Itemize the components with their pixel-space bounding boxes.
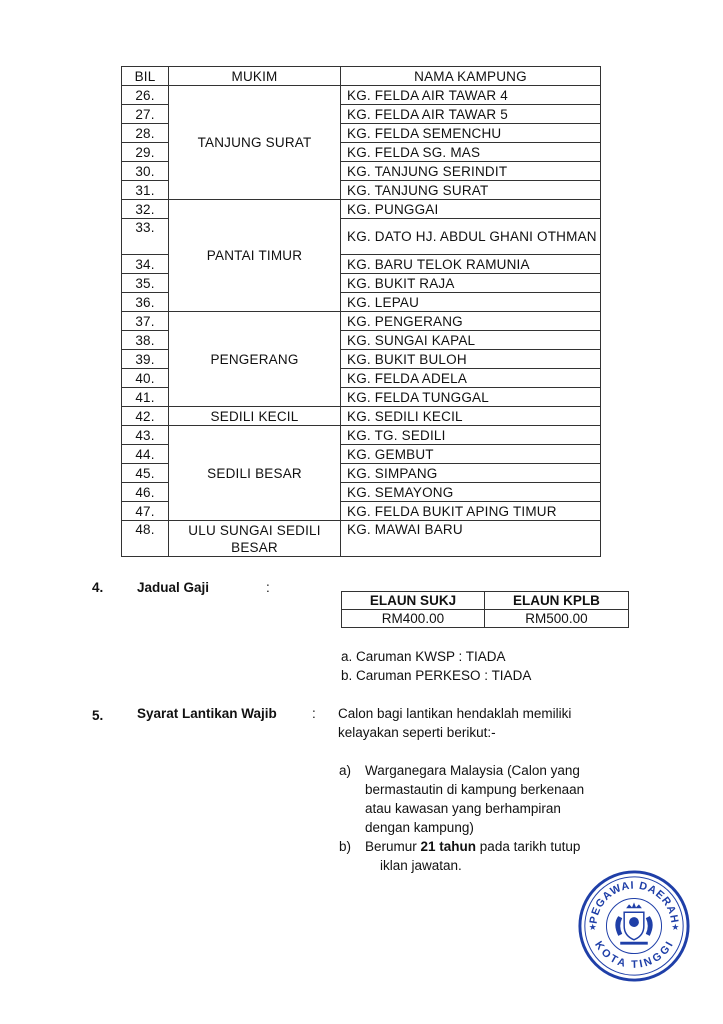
kampung-cell: KG. FELDA AIR TAWAR 5 [341, 105, 601, 124]
section-5-title: Syarat Lantikan Wajib [137, 706, 277, 721]
item-b-age: 21 tahun [420, 839, 477, 854]
bil-cell: 28. [122, 124, 169, 143]
salary-header-sukj: ELAUN SUKJ [342, 592, 485, 610]
item-a-text: Warganegara Malaysia (Calon yang [365, 763, 580, 778]
mukim-cell: PANTAI TIMUR [169, 200, 341, 312]
kampung-cell: KG. LEPAU [341, 293, 601, 312]
salary-value-kplb: RM500.00 [484, 610, 628, 628]
kampung-cell: KG. SEDILI KECIL [341, 407, 601, 426]
section-5-number: 5. [92, 708, 104, 723]
kampung-cell: KG. TG. SEDILI [341, 426, 601, 445]
bil-cell: 26. [122, 86, 169, 105]
item-b-pre: Berumur [365, 839, 421, 854]
section-5-intro: Calon bagi lantikan hendaklah memiliki [338, 706, 572, 721]
kampung-cell: KG. SUNGAI KAPAL [341, 331, 601, 350]
salary-table [341, 591, 629, 628]
kampung-cell: KG. BUKIT RAJA [341, 274, 601, 293]
table-row [122, 426, 601, 445]
kampung-cell: KG. TANJUNG SERINDIT [341, 162, 601, 181]
table-row [122, 521, 601, 557]
kampung-cell: KG. MAWAI BARU [341, 521, 601, 557]
bil-cell: 36. [122, 293, 169, 312]
bil-cell: 43. [122, 426, 169, 445]
table-row [122, 86, 601, 105]
table-row [122, 200, 601, 219]
bil-cell: 46. [122, 483, 169, 502]
kampung-cell: KG. PENGERANG [341, 312, 601, 331]
mukim-cell: TANJUNG SURAT [169, 86, 341, 200]
kampung-cell: KG. BUKIT BULOH [341, 350, 601, 369]
item-a-label: a) [339, 763, 352, 778]
bil-cell: 31. [122, 181, 169, 200]
bil-cell: 44. [122, 445, 169, 464]
kampung-cell: KG. TANJUNG SURAT [341, 181, 601, 200]
item-b-text: iklan jawatan. [380, 858, 462, 873]
bil-cell: 27. [122, 105, 169, 124]
kampung-cell: KG. FELDA ADELA [341, 369, 601, 388]
bil-cell: 34. [122, 255, 169, 274]
kampung-cell: KG. FELDA SEMENCHU [341, 124, 601, 143]
salary-header-kplb: ELAUN KPLB [484, 592, 628, 610]
bil-cell: 42. [122, 407, 169, 426]
item-a-text: dengan kampung) [365, 820, 474, 835]
bil-cell: 39. [122, 350, 169, 369]
stamp-top-text: PEGAWAI DAERAH [587, 879, 681, 925]
star-icon: ★ [671, 921, 680, 932]
item-b-label: b) [339, 839, 352, 854]
kampung-cell: KG. DATO HJ. ABDUL GHANI OTHMAN [341, 219, 601, 255]
section-4-number: 4. [92, 580, 104, 595]
mukim-cell: SEDILI BESAR [169, 426, 341, 521]
section-4-colon: : [266, 580, 270, 595]
bil-cell: 47. [122, 502, 169, 521]
star-icon: ★ [588, 921, 597, 932]
kampung-cell: KG. SEMAYONG [341, 483, 601, 502]
table-row [122, 312, 601, 331]
section-5-colon: : [312, 706, 316, 721]
salary-value-sukj: RM400.00 [342, 610, 485, 628]
bil-cell: 41. [122, 388, 169, 407]
kampung-cell: KG. FELDA SG. MAS [341, 143, 601, 162]
bil-cell: 30. [122, 162, 169, 181]
kampung-cell: KG. GEMBUT [341, 445, 601, 464]
header-mukim: MUKIM [169, 67, 341, 86]
bil-cell: 35. [122, 274, 169, 293]
item-a-text: bermastautin di kampung berkenaan [365, 782, 585, 797]
stamp-bottom-text: KOTA TINGGI [592, 939, 677, 971]
kampung-cell: KG. FELDA TUNGGAL [341, 388, 601, 407]
bil-cell: 37. [122, 312, 169, 331]
bil-cell: 29. [122, 143, 169, 162]
mukim-cell: SEDILI KECIL [169, 407, 341, 426]
mukim-cell: PENGERANG [169, 312, 341, 407]
kampung-cell: KG. FELDA BUKIT APING TIMUR [341, 502, 601, 521]
kampung-cell: KG. BARU TELOK RAMUNIA [341, 255, 601, 274]
bil-cell: 32. [122, 200, 169, 219]
crest-icon [615, 902, 652, 944]
note-kwsp: a. Caruman KWSP : TIADA [341, 649, 506, 664]
official-stamp [575, 867, 693, 985]
item-a-text: atau kawasan yang berhampiran [365, 801, 561, 816]
kampung-cell: KG. FELDA AIR TAWAR 4 [341, 86, 601, 105]
bil-cell: 33. [122, 219, 169, 255]
section-4-title: Jadual Gaji [137, 580, 210, 595]
bil-cell: 40. [122, 369, 169, 388]
table-row [122, 407, 601, 426]
kampung-table [121, 66, 601, 557]
kampung-cell: KG. PUNGGAI [341, 200, 601, 219]
item-b-post: pada tarikh tutup [476, 839, 581, 854]
item-b-text [365, 838, 580, 856]
header-bil: BIL [122, 67, 169, 86]
bil-cell: 48. [122, 521, 169, 557]
mukim-cell: ULU SUNGAI SEDILI BESAR [169, 521, 341, 557]
bil-cell: 45. [122, 464, 169, 483]
header-kampung: NAMA KAMPUNG [341, 67, 601, 86]
kampung-cell: KG. SIMPANG [341, 464, 601, 483]
section-5-intro: kelayakan seperti berikut:- [338, 725, 496, 740]
note-perkeso: b. Caruman PERKESO : TIADA [341, 668, 532, 683]
bil-cell: 38. [122, 331, 169, 350]
